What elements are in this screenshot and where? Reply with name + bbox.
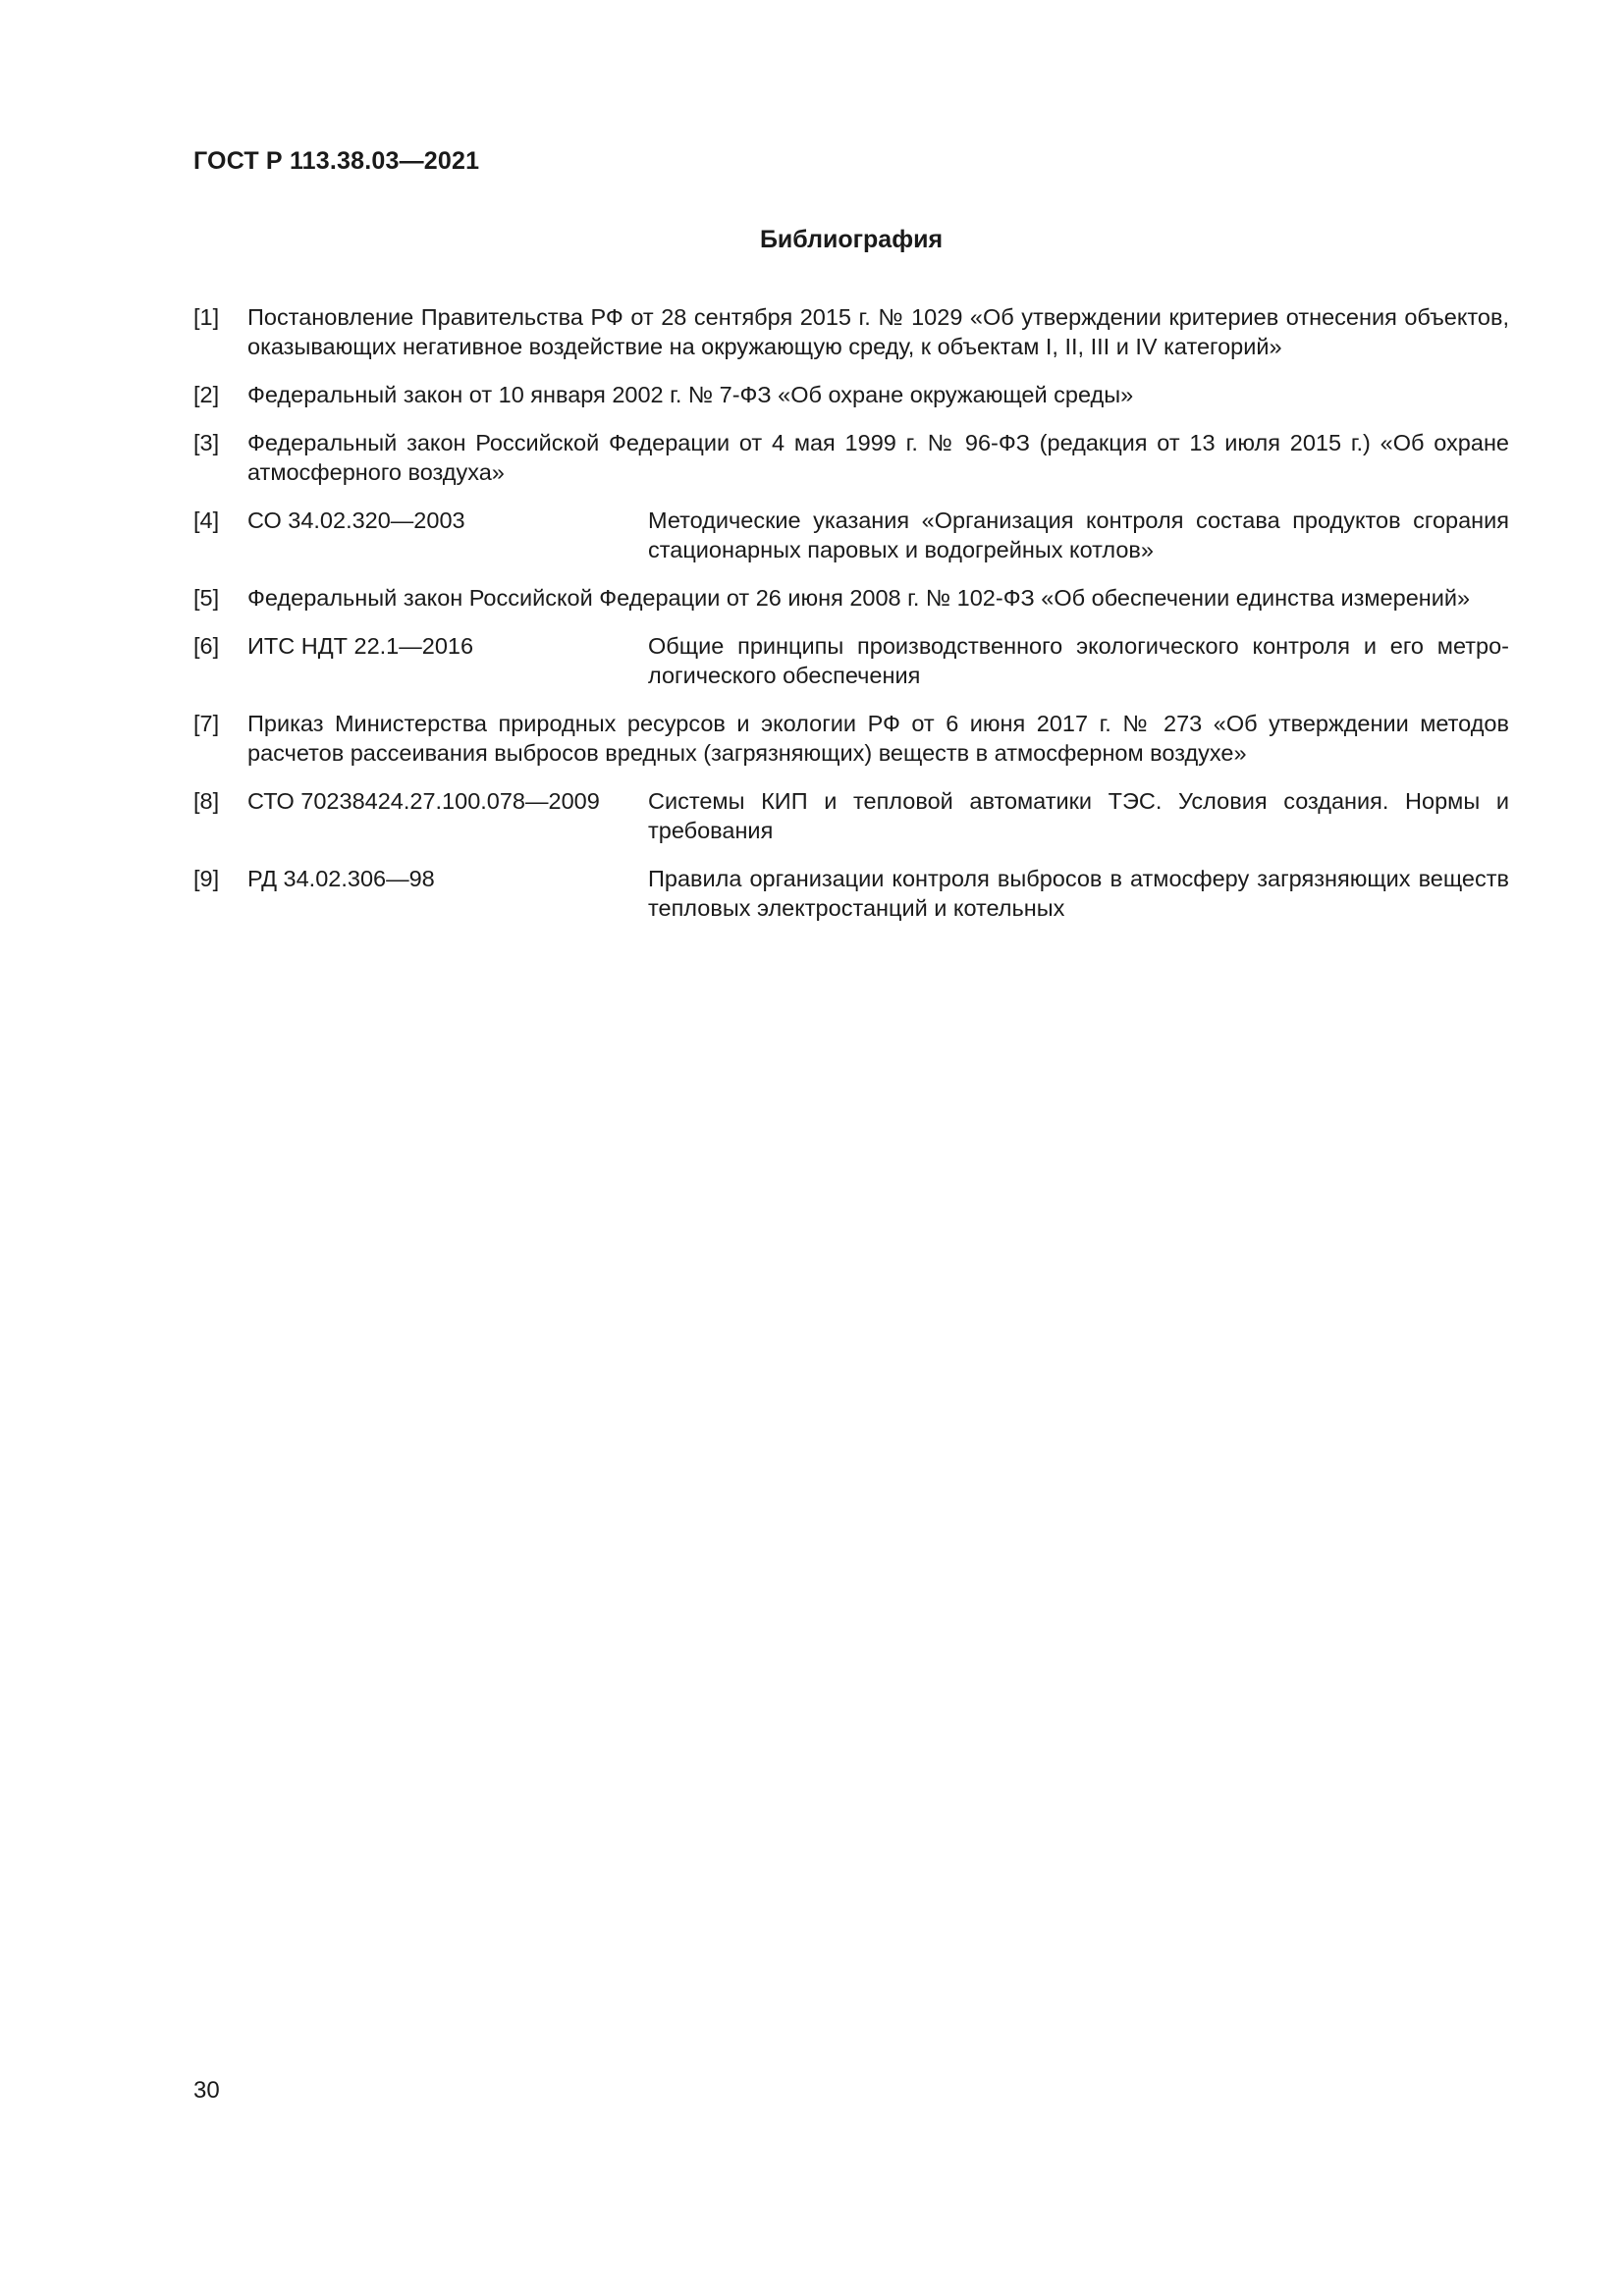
entry-text: Системы КИП и тепловой автоматики ТЭС. Условия создания. Нормы и требования xyxy=(648,788,1509,843)
entry-text: Постановление Правительства РФ от 28 сентября 2015 г. № 1029 «Об утверждении критериев отнесения объектов, оказывающих негативное воздействие на окружающую среду, к объектам I, II, III и IV категорий» xyxy=(247,304,1509,359)
entry-code: РД 34.02.306—98 xyxy=(247,866,435,891)
entry-number: [2] xyxy=(193,382,220,407)
entry-text: Методические указания «Организация контроля состава продуктов сгорания стационарных паровых и водогрейных котлов» xyxy=(648,507,1509,562)
bibliography-entry xyxy=(193,428,1509,487)
bibliography-entry xyxy=(193,709,1509,768)
entry-code: СТО 70238424.27.100.078—2009 xyxy=(247,788,600,814)
bibliography-entry xyxy=(193,302,1509,361)
entry-text: Приказ Министерства природных ресурсов и экологии РФ от 6 июня 2017 г. № 273 «Об утверждении методов расчетов рассеивания выбросов вредных (загрязняющих) веществ в атмосферном воздухе» xyxy=(247,711,1509,766)
bibliography-list xyxy=(193,302,1509,941)
entry-text: Федеральный закон Российской Федерации от 4 мая 1999 г. № 96-ФЗ (редакция от 13 июля 2015 г.) «Об охране атмосферного воздуха» xyxy=(247,430,1509,485)
entry-number: [1] xyxy=(193,304,220,330)
bibliography-entry xyxy=(193,864,1509,923)
entry-number: [9] xyxy=(193,866,220,891)
entry-number: [6] xyxy=(193,633,220,659)
document-id: ГОСТ Р 113.38.03—2021 xyxy=(193,147,480,175)
bibliography-entry xyxy=(193,631,1509,690)
entry-text: Правила организации контроля выбросов в атмосферу загрязняющих веществ тепловых электростанций и котельных xyxy=(648,866,1509,921)
entry-code: СО 34.02.320—2003 xyxy=(247,507,465,533)
entry-number: [4] xyxy=(193,507,220,533)
entry-number: [7] xyxy=(193,711,220,736)
bibliography-title: Библиография xyxy=(759,226,944,253)
bibliography-entry xyxy=(193,506,1509,564)
entry-text: Федеральный закон от 10 января 2002 г. № 7-ФЗ «Об охране окружающей среды» xyxy=(247,382,1134,407)
bibliography-entry xyxy=(193,380,1509,409)
entry-number: [5] xyxy=(193,585,220,611)
entry-text: Федеральный закон Российской Федерации от 26 июня 2008 г. № 102-ФЗ «Об обеспечении единства измерений» xyxy=(247,585,1471,611)
entry-number: [3] xyxy=(193,430,220,455)
entry-text: Общие принципы производственного экологического контроля и его метрологического обеспечения xyxy=(648,633,1509,688)
bibliography-entry xyxy=(193,583,1509,613)
entry-code: ИТС НДТ 22.1—2016 xyxy=(247,633,474,659)
page-number: 30 xyxy=(193,2077,220,2104)
bibliography-entry xyxy=(193,786,1509,845)
entry-number: [8] xyxy=(193,788,220,814)
